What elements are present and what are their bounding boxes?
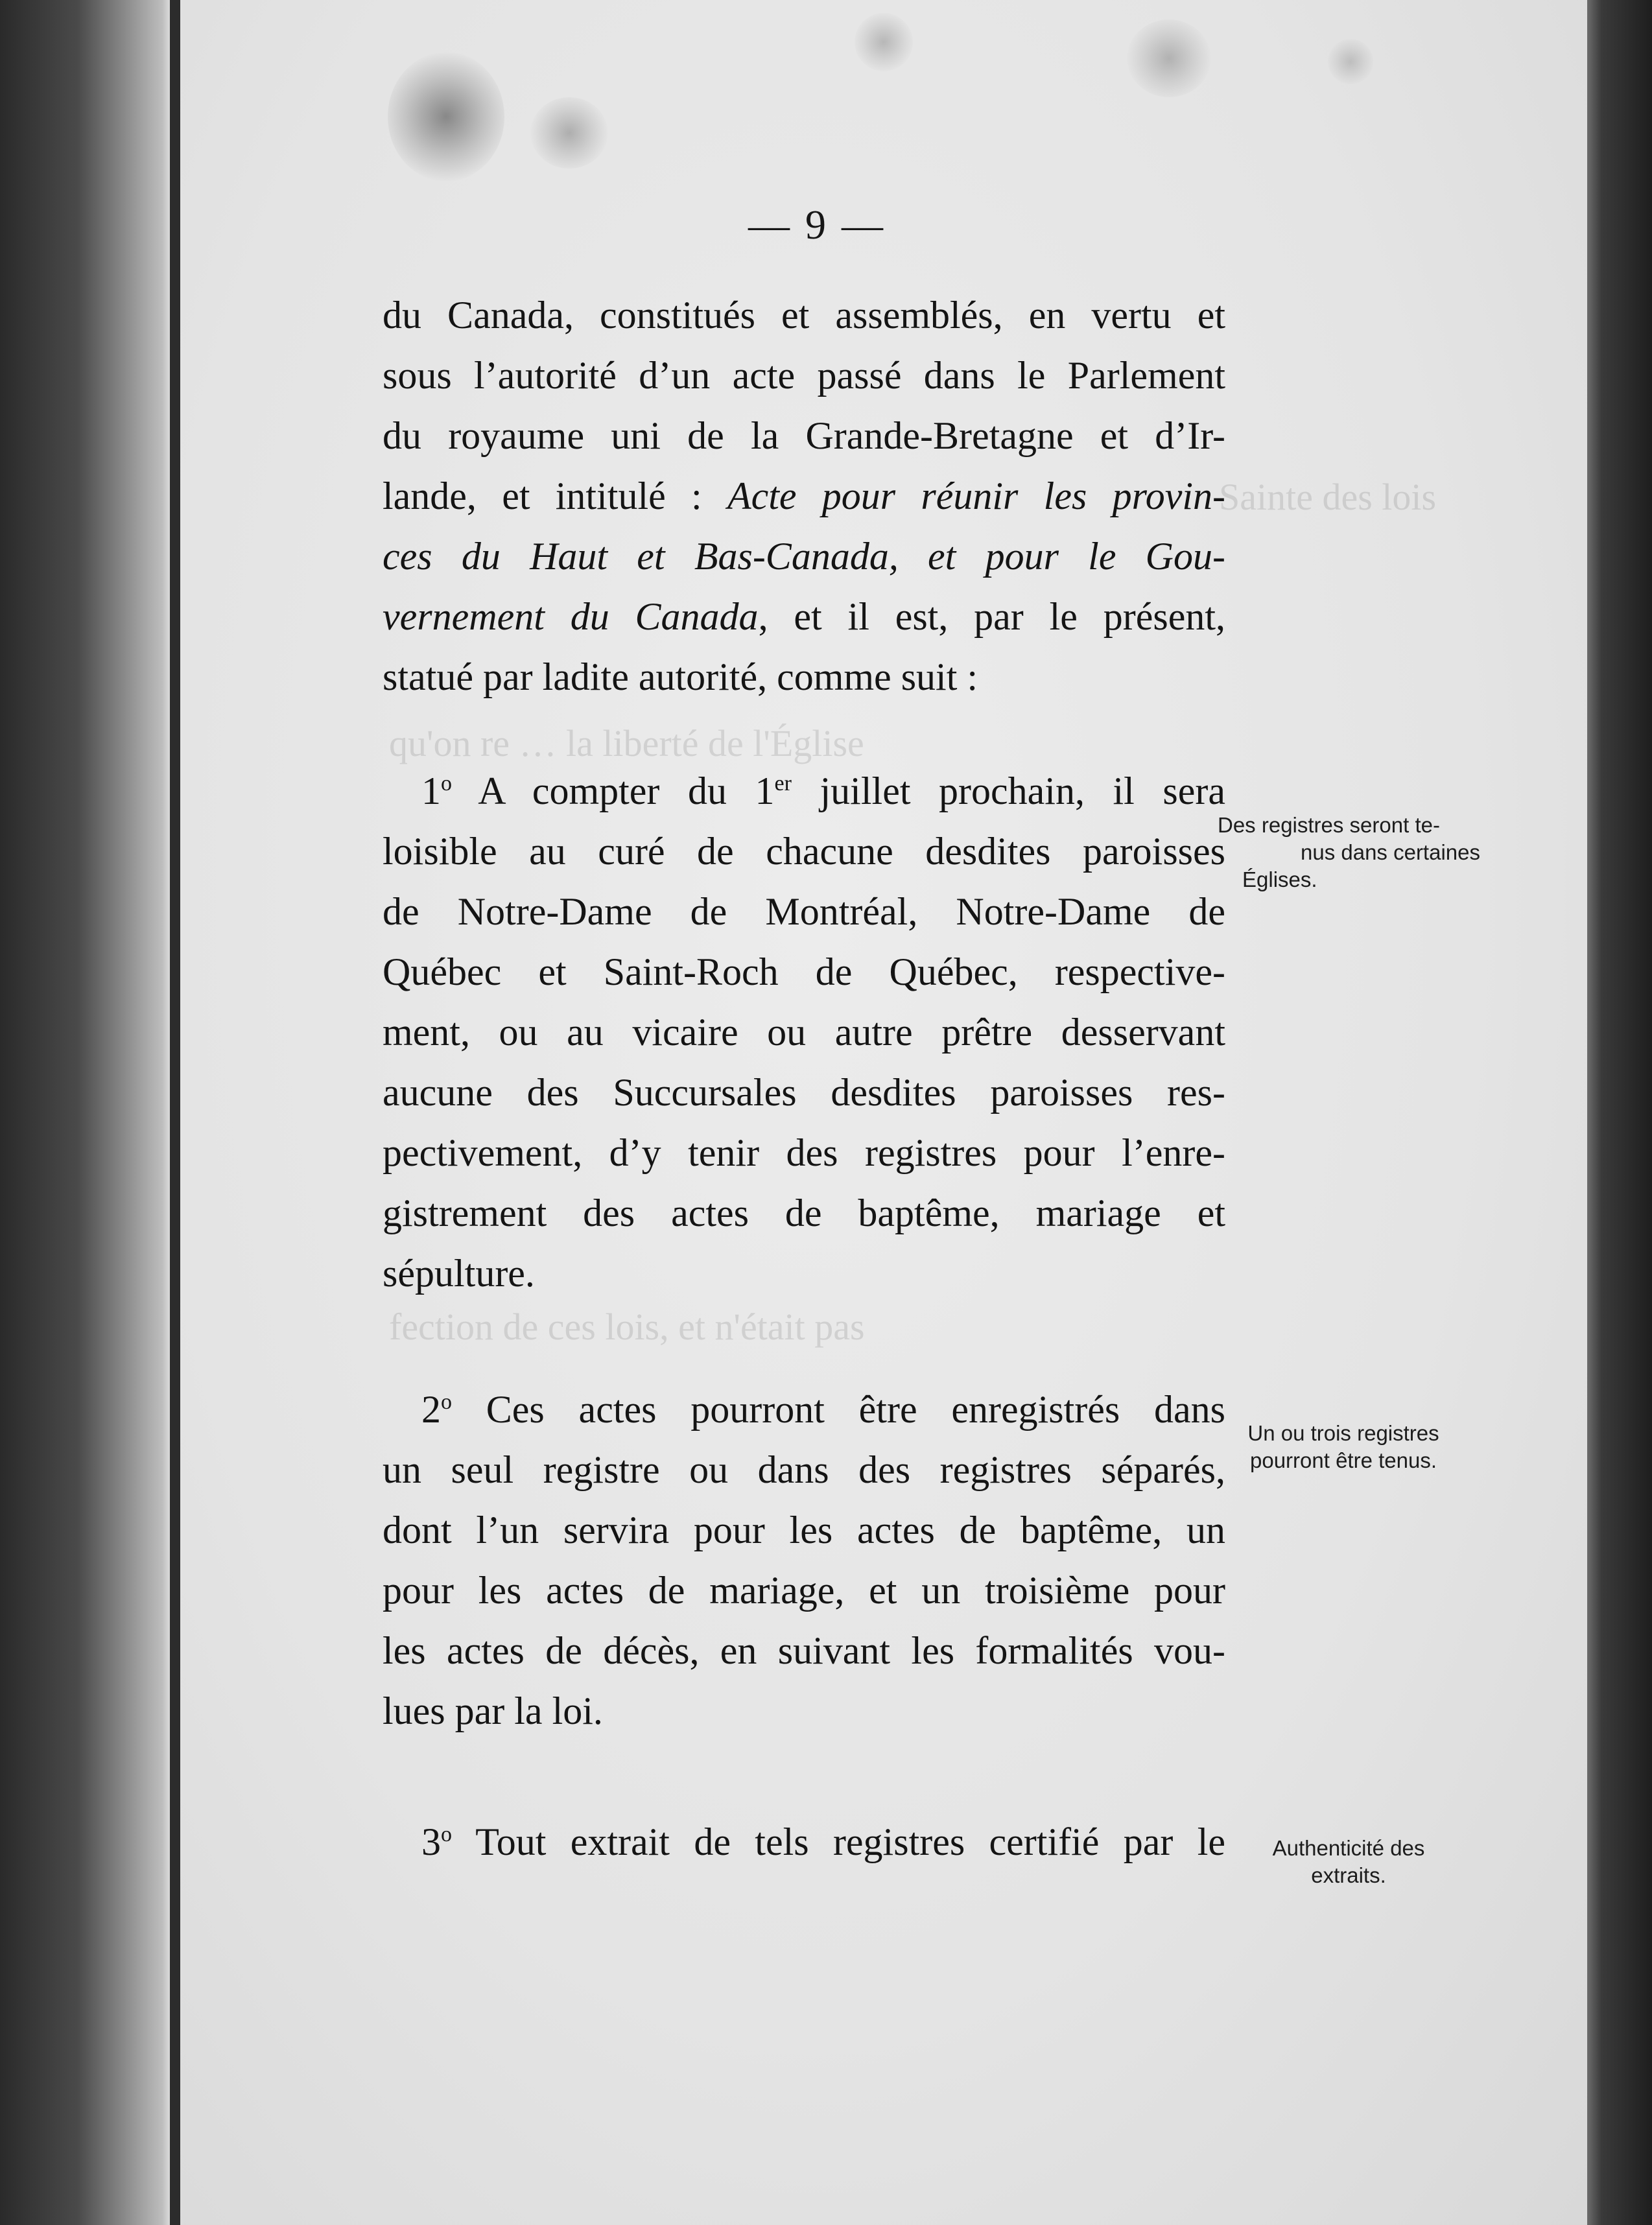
text-line: pectivement, d’y tenir des registres pour l’enre-: [383, 1131, 1225, 1174]
ink-stain: [530, 97, 608, 169]
text-line: sépulture.: [383, 1252, 535, 1295]
paragraph-article-3: [383, 1812, 1225, 1872]
show-through-text: qu'on re … la liberté de l'Église: [389, 722, 864, 764]
article-number-sup: o: [441, 1390, 452, 1414]
text-line: ment, ou au vicaire ou autre prêtre desservant: [383, 1011, 1225, 1054]
text-line: pour les actes de mariage, et un troisième pour: [383, 1569, 1225, 1612]
margin-note-line: Des registres seront te-: [1218, 813, 1440, 837]
act-title-italic: Acte pour réunir les provin-: [727, 475, 1225, 517]
text-run: lande, et intitulé :: [383, 475, 727, 517]
text-run: Tout extrait de tels registres certifié par le: [452, 1820, 1225, 1863]
text-line: lues par la loi.: [383, 1689, 603, 1732]
main-text-column: [383, 285, 1225, 1872]
margin-note-line: Authenticité des: [1272, 1836, 1425, 1860]
ink-stain: [855, 13, 913, 71]
act-title-italic: ces du Haut et Bas-Canada, et pour le Gou-: [383, 535, 1225, 578]
act-title-italic: vernement du Canada: [383, 595, 759, 638]
paragraph-intro: [383, 285, 1225, 707]
text-line: [383, 1812, 1225, 1872]
text-line: aucune des Succursales desdites paroisses res-: [383, 1071, 1225, 1114]
text-line: gistrement des actes de baptême, mariage et: [383, 1192, 1225, 1234]
text-line: Québec et Saint-Roch de Québec, respective-: [383, 950, 1225, 993]
margin-note-line: nus dans certaines: [1300, 840, 1480, 864]
ordinal-sup: er: [774, 771, 792, 795]
article-number-sup: o: [441, 771, 452, 795]
article-number-sup: o: [441, 1822, 452, 1846]
text-line: un seul registre ou dans des registres séparés,: [383, 1448, 1225, 1491]
show-through-text: fection de ces lois, et n'était pas: [389, 1306, 865, 1348]
text-line: [383, 1380, 1225, 1440]
paragraph-article-2: [383, 1380, 1225, 1741]
text-line: sous l’autorité d’un acte passé dans le Parlement: [383, 354, 1225, 397]
margin-note-line: Églises.: [1242, 867, 1317, 891]
page-number: — 9 —: [748, 202, 886, 248]
margin-note-line: pourront être tenus.: [1249, 1448, 1437, 1472]
page-binding-edge: [170, 0, 180, 2225]
show-through-text: Sainte des lois: [1219, 476, 1437, 518]
margin-note-line: Un ou trois registres: [1247, 1421, 1439, 1445]
text-line: dont l’un servira pour les actes de baptême, un: [383, 1509, 1225, 1551]
ink-stain: [1328, 39, 1373, 84]
margin-note-authenticite: [1219, 1835, 1478, 1889]
text-line: statué par ladite autorité, comme suit :: [383, 655, 978, 698]
article-number: 3: [421, 1820, 441, 1863]
ink-stain: [388, 52, 504, 182]
text-line: du Canada, constitués et assemblés, en vertu et: [383, 294, 1225, 336]
article-number: 1: [421, 770, 441, 812]
margin-note-un-ou-trois: [1207, 1420, 1480, 1474]
text-line: [383, 466, 1225, 526]
text-line: du royaume uni de la Grande-Bretagne et d’Ir-: [383, 414, 1225, 457]
text-line: les actes de décès, en suivant les formalités vou-: [383, 1629, 1225, 1672]
margin-note-registres: [1218, 812, 1483, 893]
text-line: [383, 761, 1225, 821]
text-run: , et il est, par le présent,: [758, 595, 1225, 638]
text-run: A compter du 1: [452, 770, 775, 812]
text-run: juillet prochain, il sera: [791, 770, 1226, 812]
article-number: 2: [421, 1388, 441, 1431]
ink-stain: [1127, 19, 1211, 97]
text-line: loisible au curé de chacune desdites paroisses: [383, 830, 1225, 873]
text-run: Ces actes pourront être enregistrés dans: [452, 1388, 1225, 1431]
margin-note-line: extraits.: [1311, 1863, 1386, 1887]
paragraph-article-1: [383, 761, 1225, 1304]
text-line: de Notre-Dame de Montréal, Notre-Dame de: [383, 890, 1225, 933]
text-line: [383, 587, 1225, 647]
text-line: [383, 526, 1225, 587]
